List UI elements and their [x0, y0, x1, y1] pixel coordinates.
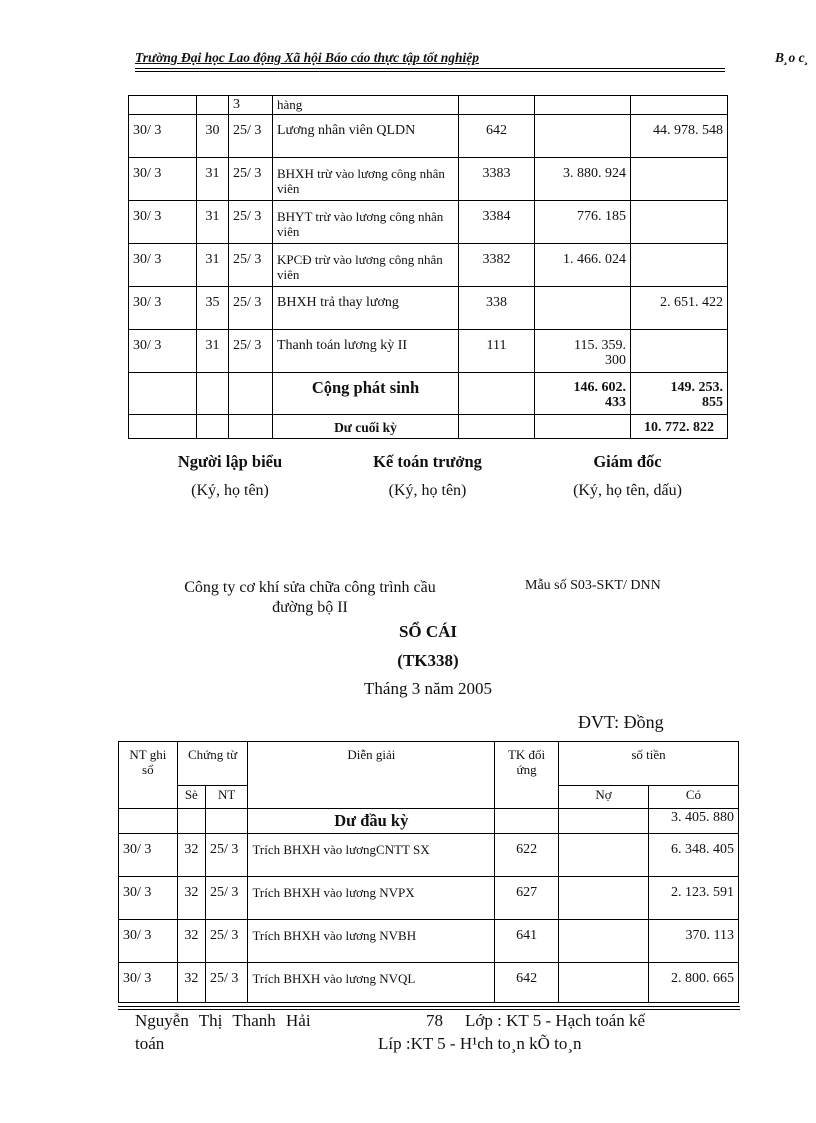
row-description: Thanh toán lương kỳ II [273, 330, 459, 373]
row-date: 30/ 3 [129, 201, 197, 244]
row-description: Trích BHXH vào lương NVQL [248, 963, 495, 1003]
row-voucher-no: 31 [197, 244, 229, 287]
currency-unit: ĐVT: Đồng [578, 712, 664, 732]
table-row [129, 330, 728, 373]
total-label: Cộng phát sinh [273, 373, 459, 415]
ledger-table-continued [128, 95, 728, 439]
row-voucher-date: 25/ 3 [205, 920, 247, 963]
signature-title: Kế toán trưởng [373, 452, 482, 471]
footer-page-number: 78 [426, 1011, 443, 1030]
row-account: 642 [495, 963, 559, 1003]
row-voucher-date: 25/ 3 [229, 330, 273, 373]
row-description: BHYT trừ vào lương công nhân viên [273, 201, 459, 244]
signature-chief-accountant [340, 452, 515, 500]
table-row [129, 244, 728, 287]
row-debit [558, 920, 648, 963]
row-debit: 776. 185 [535, 201, 631, 244]
row-debit: 115. 359. 300 [535, 330, 631, 373]
opening-label: Dư đầu kỳ [248, 809, 495, 834]
footer-rule [118, 1006, 740, 1007]
row-voucher-no: 32 [177, 834, 205, 877]
table-row [129, 96, 728, 115]
row-voucher-no: 32 [177, 963, 205, 1003]
header-description: Diễn giải [248, 742, 495, 809]
signature-note: (Ký, họ tên) [388, 482, 467, 499]
header-amount: số tiền [558, 742, 738, 786]
row-voucher-date: 25/ 3 [229, 287, 273, 330]
signature-title: Giám đốc [593, 452, 662, 471]
footer-class-cont: Líp :KT 5 - H¹ch to¸n kÕ to¸n [378, 1034, 582, 1053]
row-debit [535, 287, 631, 330]
signature-director [540, 452, 715, 500]
row-voucher-no: 31 [197, 201, 229, 244]
row-credit [631, 330, 728, 373]
row-credit: 2. 800. 665 [648, 963, 738, 1003]
page-header-right: B¸o c¸ [775, 50, 810, 65]
table-row [129, 201, 728, 244]
row-account: 3382 [459, 244, 535, 287]
header-rule-double [135, 71, 725, 72]
row-description: BHXH trừ vào lương công nhân viên [273, 158, 459, 201]
row-account: 111 [459, 330, 535, 373]
page-header-title: Trường Đại học Lao động Xã hội Báo cáo thực tập tốt nghiệp [135, 50, 479, 65]
row-account [459, 96, 535, 115]
ledger-title: SỔ CÁI [398, 622, 458, 641]
row-date: 30/ 3 [119, 920, 178, 963]
row-date: 30/ 3 [119, 963, 178, 1003]
row-date: 30/ 3 [129, 244, 197, 287]
row-voucher-no [197, 96, 229, 115]
row-description: KPCĐ trừ vào lương công nhân viên [273, 244, 459, 287]
total-debit: 146. 602. 433 [535, 373, 631, 415]
header-voucher-date: NT [205, 786, 247, 809]
signature-note: (Ký, họ tên) [191, 482, 269, 499]
signature-note: (Ký, họ tên, dấu) [573, 482, 682, 499]
ledger-table-tk338 [118, 741, 739, 1003]
header-account: TK đối ứng [495, 742, 559, 809]
closing-credit: 10. 772. 822 [631, 415, 728, 439]
row-voucher-no: 35 [197, 287, 229, 330]
footer-author-cont: toán [135, 1034, 165, 1053]
row-credit: 6. 348. 405 [648, 834, 738, 877]
row-date: 30/ 3 [119, 834, 178, 877]
row-credit [631, 201, 728, 244]
row-voucher-date: 25/ 3 [205, 877, 247, 920]
header-date: NT ghi sổ [119, 742, 178, 809]
ledger-period: Tháng 3 năm 2005 [364, 679, 492, 698]
opening-credit: 3. 405. 880 [648, 809, 738, 834]
row-debit: 1. 466. 024 [535, 244, 631, 287]
row-voucher-date: 25/ 3 [229, 244, 273, 287]
row-debit [535, 115, 631, 158]
footer-rule-double [118, 1009, 740, 1010]
row-account: 642 [459, 115, 535, 158]
header-rule [135, 68, 725, 69]
row-voucher-date: 25/ 3 [205, 963, 247, 1003]
table-row [129, 158, 728, 201]
ledger-account: (TK338) [397, 651, 459, 670]
row-date [129, 96, 197, 115]
total-row [129, 373, 728, 415]
header-row [119, 742, 739, 786]
row-debit: 3. 880. 924 [535, 158, 631, 201]
row-credit [631, 158, 728, 201]
row-description: Trích BHXH vào lươngCNTT SX [248, 834, 495, 877]
row-date: 30/ 3 [129, 287, 197, 330]
table-row [129, 287, 728, 330]
row-voucher-no: 30 [197, 115, 229, 158]
row-voucher-no: 31 [197, 158, 229, 201]
row-description: Trích BHXH vào lương NVBH [248, 920, 495, 963]
row-voucher-date: 3 [229, 96, 273, 115]
row-credit: 44. 978. 548 [631, 115, 728, 158]
row-account: 641 [495, 920, 559, 963]
row-credit [631, 96, 728, 115]
row-description: hàng [273, 96, 459, 115]
table-row [129, 115, 728, 158]
table-row [119, 834, 739, 877]
row-voucher-no: 31 [197, 330, 229, 373]
header-voucher-no: Sè [177, 786, 205, 809]
row-credit: 370. 113 [648, 920, 738, 963]
row-debit [558, 834, 648, 877]
row-date: 30/ 3 [119, 877, 178, 920]
header-voucher: Chứng từ [177, 742, 248, 786]
row-account: 3384 [459, 201, 535, 244]
row-voucher-date: 25/ 3 [229, 115, 273, 158]
row-description: BHXH trả thay lương [273, 287, 459, 330]
row-account: 627 [495, 877, 559, 920]
row-credit [631, 244, 728, 287]
table-row [119, 877, 739, 920]
row-voucher-date: 25/ 3 [205, 834, 247, 877]
row-account: 338 [459, 287, 535, 330]
row-description: Trích BHXH vào lương NVPX [248, 877, 495, 920]
row-voucher-date: 25/ 3 [229, 158, 273, 201]
row-account: 622 [495, 834, 559, 877]
row-description: Lương nhân viên QLDN [273, 115, 459, 158]
form-number: Mẫu số S03-SKT/ DNN [525, 578, 661, 593]
total-credit: 149. 253. 855 [631, 373, 728, 415]
row-debit [535, 96, 631, 115]
row-debit [558, 877, 648, 920]
signature-preparer [145, 452, 315, 500]
row-voucher-no: 32 [177, 920, 205, 963]
footer-class: Lớp : KT 5 - Hạch toán kế [465, 1011, 646, 1030]
row-debit [558, 963, 648, 1003]
row-date: 30/ 3 [129, 330, 197, 373]
row-credit: 2. 123. 591 [648, 877, 738, 920]
row-voucher-no: 32 [177, 877, 205, 920]
company-name-line2: đường bộ II [272, 599, 348, 616]
row-date: 30/ 3 [129, 158, 197, 201]
signature-title: Người lập biểu [177, 452, 283, 471]
closing-row [129, 415, 728, 439]
row-voucher-date: 25/ 3 [229, 201, 273, 244]
row-date: 30/ 3 [129, 115, 197, 158]
table-row [119, 963, 739, 1003]
footer-author: Nguyễn Thị Thanh Hải [135, 1011, 311, 1030]
closing-label: Dư cuối kỳ [273, 415, 459, 439]
opening-row [119, 809, 739, 834]
company-name [150, 578, 470, 618]
header-debit: Nợ [558, 786, 648, 809]
header-credit: Có [648, 786, 738, 809]
row-credit: 2. 651. 422 [631, 287, 728, 330]
table-row [119, 920, 739, 963]
company-name-line1: Công ty cơ khí sửa chữa công trình cầu [184, 579, 436, 596]
row-account: 3383 [459, 158, 535, 201]
